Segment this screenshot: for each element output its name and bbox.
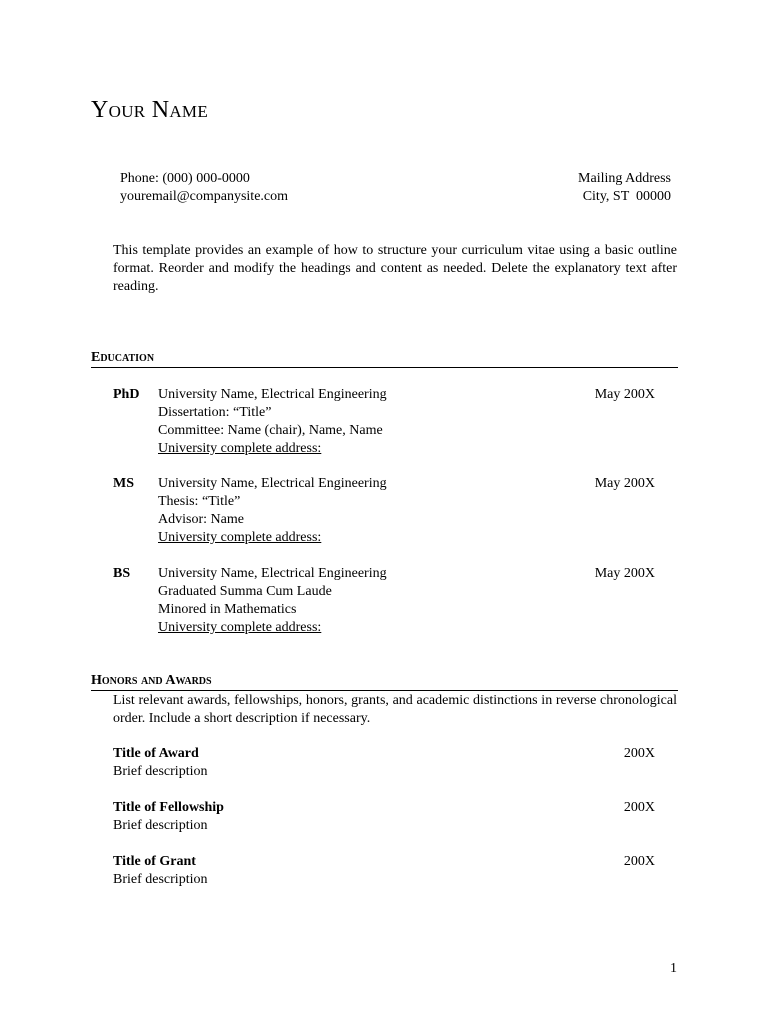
degree-date: May 200X [594, 566, 655, 581]
award-title: Title of Award [113, 746, 199, 761]
intro-text: This template provides an example of how to structure your curriculum vitae using a basic outline format. Reorder and modify the headings and content as needed. Delete the explanatory text after reading. [113, 243, 677, 294]
degree-line: Minored in Mathematics [158, 602, 297, 617]
degree-line: University Name, Electrical Engineering [158, 476, 387, 491]
degree-details [158, 475, 387, 547]
degree-ms [113, 475, 655, 549]
degree-line: University Name, Electrical Engineering [158, 566, 387, 581]
degree-details [158, 565, 387, 637]
award-title: Title of Grant [113, 854, 196, 869]
degree-phd [113, 386, 655, 460]
award-year: 200X [623, 854, 655, 869]
award-description: Brief description [113, 872, 208, 887]
honors-heading: Honors and Awards [91, 673, 678, 691]
award-title: Title of Fellowship [113, 800, 224, 815]
degree-line: University Name, Electrical Engineering [158, 387, 387, 402]
degree-address: University complete address: [158, 441, 322, 456]
contact-left [120, 170, 288, 206]
degree-line: Graduated Summa Cum Laude [158, 584, 332, 599]
mailing-address: Mailing Address [578, 171, 671, 186]
award-item [113, 745, 655, 781]
degree-details [158, 386, 387, 458]
honors-intro-text: List relevant awards, fellowships, honors, grants, and academic distinctions in reverse chronological order. Include a short description if necessary. [113, 693, 677, 726]
degree-line: Committee: Name (chair), Name, Name [158, 423, 383, 438]
education-heading: Education [91, 350, 678, 368]
page-number: 1 [670, 961, 677, 976]
award-description: Brief description [113, 818, 208, 833]
award-description: Brief description [113, 764, 208, 779]
degree-address: University complete address: [158, 530, 322, 545]
award-year: 200X [623, 800, 655, 815]
email: youremail@companysite.com [120, 189, 289, 204]
degree-label: BS [113, 566, 131, 581]
phone: Phone: (000) 000-0000 [120, 171, 250, 186]
degree-label: MS [113, 476, 134, 491]
grant-item [113, 853, 655, 889]
degree-line: Thesis: “Title” [158, 494, 241, 509]
degree-date: May 200X [594, 476, 655, 491]
degree-bs [113, 565, 655, 639]
degree-date: May 200X [594, 387, 655, 402]
degree-label: PhD [113, 387, 140, 402]
degree-address: University complete address: [158, 620, 322, 635]
degree-line: Advisor: Name [158, 512, 244, 527]
degree-line: Dissertation: “Title” [158, 405, 272, 420]
award-year: 200X [623, 746, 655, 761]
cv-name: Your Name [91, 97, 209, 123]
fellowship-item [113, 799, 655, 835]
contact-right [578, 170, 671, 206]
city-state: City, ST 00000 [582, 189, 671, 204]
